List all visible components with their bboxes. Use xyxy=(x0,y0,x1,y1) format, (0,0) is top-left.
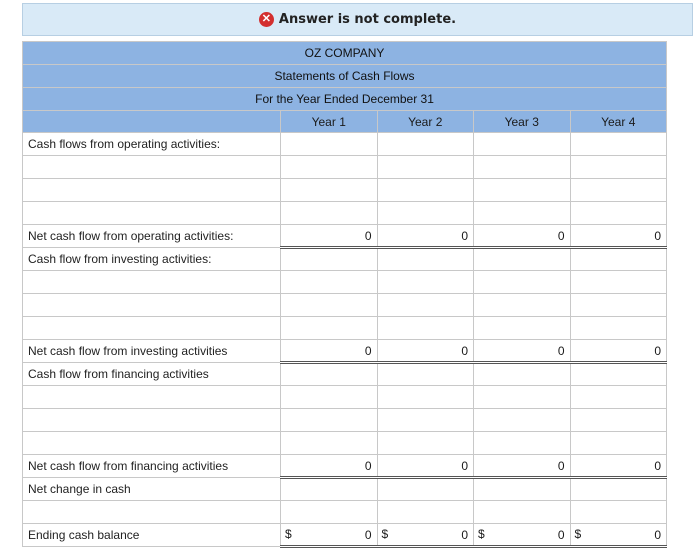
dollar-sign: $ xyxy=(381,527,389,541)
operating-total-label: Net cash flow from operating activities: xyxy=(23,225,281,248)
year-3-header: Year 3 xyxy=(474,111,571,133)
input-cell[interactable] xyxy=(570,317,667,340)
operating-total-year-2: 0 xyxy=(377,225,474,248)
ending-cash-value: 0 xyxy=(654,527,661,542)
input-cell[interactable] xyxy=(377,317,474,340)
input-cell[interactable] xyxy=(570,386,667,409)
input-cell[interactable] xyxy=(281,386,378,409)
input-cell[interactable] xyxy=(570,179,667,202)
input-cell[interactable] xyxy=(281,271,378,294)
investing-total-year-1: 0 xyxy=(281,340,378,363)
input-cell[interactable] xyxy=(474,271,571,294)
input-cell[interactable] xyxy=(570,501,667,524)
input-cell[interactable] xyxy=(377,363,474,386)
input-cell[interactable] xyxy=(281,294,378,317)
operating-total-year-4: 0 xyxy=(570,225,667,248)
input-cell[interactable] xyxy=(281,133,378,156)
ending-cash-value: 0 xyxy=(461,527,468,542)
input-cell[interactable] xyxy=(474,202,571,225)
input-cell[interactable] xyxy=(474,432,571,455)
input-cell[interactable] xyxy=(474,501,571,524)
financing-item-input[interactable] xyxy=(23,386,281,409)
blank-input[interactable] xyxy=(23,501,281,524)
input-cell[interactable] xyxy=(377,294,474,317)
input-cell[interactable] xyxy=(474,317,571,340)
input-cell[interactable] xyxy=(377,248,474,271)
operating-item-input[interactable] xyxy=(23,202,281,225)
input-cell[interactable] xyxy=(377,133,474,156)
financing-item-input[interactable] xyxy=(23,409,281,432)
input-cell[interactable] xyxy=(474,478,571,501)
input-cell[interactable] xyxy=(281,501,378,524)
financing-total-year-1: 0 xyxy=(281,455,378,478)
ending-cash-year-2 xyxy=(377,524,474,547)
input-cell[interactable] xyxy=(377,202,474,225)
year-2-header: Year 2 xyxy=(377,111,474,133)
input-cell[interactable] xyxy=(377,179,474,202)
input-cell[interactable] xyxy=(570,248,667,271)
input-cell[interactable] xyxy=(474,248,571,271)
input-cell[interactable] xyxy=(570,363,667,386)
input-cell[interactable] xyxy=(474,386,571,409)
input-cell[interactable] xyxy=(570,271,667,294)
input-cell[interactable] xyxy=(570,294,667,317)
ending-cash-value: 0 xyxy=(557,527,565,542)
input-cell[interactable] xyxy=(281,363,378,386)
financing-total-year-4: 0 xyxy=(570,455,667,478)
investing-total-year-2: 0 xyxy=(377,340,474,363)
dollar-sign: $ xyxy=(285,527,292,541)
statement-title: Statements of Cash Flows xyxy=(23,65,667,88)
input-cell[interactable] xyxy=(570,156,667,179)
input-cell[interactable] xyxy=(281,317,378,340)
input-cell[interactable] xyxy=(281,478,378,501)
statement-period: For the Year Ended December 31 xyxy=(23,88,667,111)
year-4-header: Year 4 xyxy=(570,111,667,133)
net-change-label: Net change in cash xyxy=(23,478,281,501)
financing-total-year-2: 0 xyxy=(377,455,474,478)
cash-flow-statement-table xyxy=(22,41,667,548)
financing-item-input[interactable] xyxy=(23,432,281,455)
input-cell[interactable] xyxy=(377,409,474,432)
input-cell[interactable] xyxy=(570,409,667,432)
dollar-sign: $ xyxy=(478,527,485,541)
year-1-header: Year 1 xyxy=(281,111,378,133)
operating-header-label: Cash flows from operating activities: xyxy=(23,133,281,156)
input-cell[interactable] xyxy=(474,294,571,317)
operating-total-year-3: 0 xyxy=(474,225,571,248)
input-cell[interactable] xyxy=(377,386,474,409)
input-cell[interactable] xyxy=(377,432,474,455)
company-name: OZ COMPANY xyxy=(23,42,667,65)
financing-total-year-3: 0 xyxy=(474,455,571,478)
input-cell[interactable] xyxy=(377,156,474,179)
input-cell[interactable] xyxy=(570,432,667,455)
input-cell[interactable] xyxy=(474,363,571,386)
input-cell[interactable] xyxy=(377,501,474,524)
investing-total-year-3: 0 xyxy=(474,340,571,363)
input-cell[interactable] xyxy=(474,156,571,179)
investing-header-label: Cash flow from investing activities: xyxy=(23,248,281,271)
header-blank xyxy=(23,111,281,133)
investing-total-year-4: 0 xyxy=(570,340,667,363)
input-cell[interactable] xyxy=(377,478,474,501)
ending-cash-label: Ending cash balance xyxy=(23,524,281,547)
operating-item-input[interactable] xyxy=(23,179,281,202)
input-cell[interactable] xyxy=(474,179,571,202)
ending-cash-year-3 xyxy=(474,524,571,547)
financing-header-label: Cash flow from financing activities xyxy=(23,363,281,386)
close-circle-icon: ✕ xyxy=(259,12,274,27)
financing-total-label: Net cash flow from financing activities xyxy=(23,455,281,478)
input-cell[interactable] xyxy=(570,202,667,225)
input-cell[interactable] xyxy=(474,133,571,156)
input-cell[interactable] xyxy=(377,271,474,294)
input-cell[interactable] xyxy=(570,478,667,501)
feedback-banner xyxy=(22,3,693,36)
input-cell[interactable] xyxy=(281,248,378,271)
input-cell[interactable] xyxy=(281,409,378,432)
dollar-sign: $ xyxy=(574,527,582,541)
ending-cash-year-1 xyxy=(281,524,378,547)
ending-cash-value: 0 xyxy=(364,527,372,542)
input-cell[interactable] xyxy=(281,156,378,179)
input-cell[interactable] xyxy=(281,432,378,455)
input-cell[interactable] xyxy=(281,202,378,225)
operating-total-year-1: 0 xyxy=(281,225,378,248)
investing-item-input[interactable] xyxy=(23,317,281,340)
input-cell[interactable] xyxy=(570,133,667,156)
investing-item-input[interactable] xyxy=(23,271,281,294)
operating-item-input[interactable] xyxy=(23,156,281,179)
investing-item-input[interactable] xyxy=(23,294,281,317)
feedback-text: Answer is not complete. xyxy=(278,12,457,27)
input-cell[interactable] xyxy=(474,409,571,432)
ending-cash-year-4 xyxy=(570,524,667,547)
input-cell[interactable] xyxy=(281,179,378,202)
investing-total-label: Net cash flow from investing activities xyxy=(23,340,281,363)
